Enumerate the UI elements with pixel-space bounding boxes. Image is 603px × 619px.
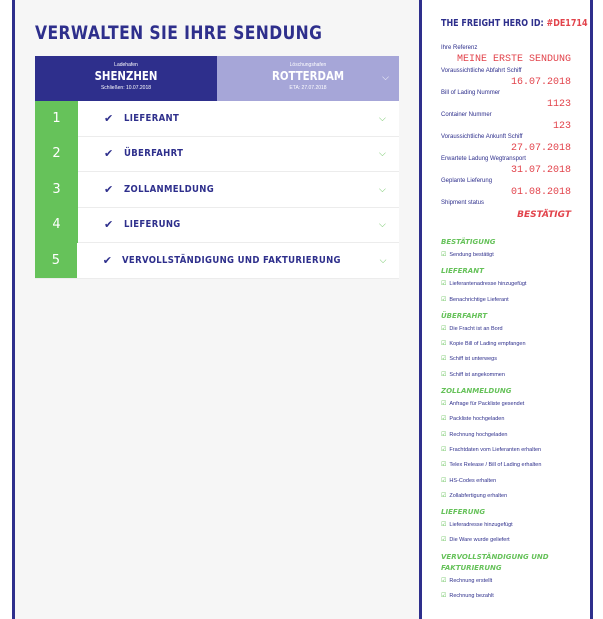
checkbox-icon: ☑ [441,416,447,423]
checklist-item-label: Rechnung erstellt [449,577,493,584]
shipment-status-value: BESTÄTIGT [517,210,571,220]
destination-port[interactable] [217,56,399,101]
info-label: Geplante Lieferung [441,178,493,184]
checkbox-icon: ☑ [441,296,447,303]
checklist-item-label: Benachrichtige Lieferant [449,296,509,303]
destination-port-date: ETA: 27.07.2018 [289,85,327,91]
step-number: 2 [35,136,78,172]
info-label: Ihre Referenz [441,45,478,51]
origin-port-date: Schließen: 10.07.2018 [100,85,152,91]
step-row[interactable] [35,101,399,137]
info-bill-of-lading [441,90,571,112]
info-value: MEINE ERSTE SENDUNG [456,54,571,65]
info-shipment-status [441,200,571,224]
shipment-sidebar [422,0,590,619]
origin-port-name: SHENZHEN [94,69,158,83]
info-label: Voraussichtliche Abfahrt Schiff [441,68,522,74]
chevron-down-icon[interactable]: ⌵ [379,148,386,159]
info-value: 31.07.2018 [510,165,571,176]
checklist-item [441,589,589,604]
checklist-item [441,518,589,533]
info-value: 123 [552,121,571,132]
checklist-item [441,458,589,473]
checkbox-icon: ☑ [441,462,447,469]
chevron-down-icon[interactable]: ⌵ [379,183,386,194]
info-expected-loading [441,156,571,178]
info-container [441,112,571,134]
checkbox-icon: ☑ [441,593,447,600]
route-header [35,56,399,101]
info-arrival [441,134,571,156]
destination-port-name: ROTTERDAM [271,69,345,83]
checklist-item-label: Kopie Bill of Lading empfangen [449,341,526,348]
checklist-item [441,428,589,443]
info-value: 1123 [546,99,571,110]
info-label: Erwartete Ladung Wegtransport [441,156,526,162]
checklist-section-title: ÜBERFAHRT [441,311,488,320]
checklist-item [441,412,589,427]
checkbox-icon: ☑ [441,401,447,408]
freight-hero-id [441,18,588,29]
checklist-section-title: ZOLLANMELDUNG [441,387,512,396]
chevron-down-icon[interactable]: ⌵ [382,72,389,82]
checklist-item-label: Lieferantenadresse hinzugefügt [449,281,527,288]
info-reference [441,45,571,67]
checklist-item-label: Rechnung bezahlt [449,593,494,600]
right-frame-border [590,0,593,619]
checkbox-icon: ☑ [441,325,447,332]
freight-hero-id-value: #DE1714 [546,18,588,29]
shipment-main-panel [15,0,419,619]
checklist-section-title: LIEFERANT [441,267,484,276]
checklist-item-label: Rechnung hochgeladen [449,431,508,438]
checklist-item-label: Sendung bestätigt [449,252,494,258]
checkbox-icon: ☑ [441,371,447,378]
checklist-item [441,368,589,383]
step-title: VERVOLLSTÄNDIGUNG UND FAKTURIERUNG [122,254,341,266]
checklist-item-label: Schiff ist unterwegs [449,356,497,363]
checklist-item-label: Zollabfertigung erhalten [449,492,508,499]
checklist-item-label: Frachtdaten vom Lieferanten erhalten [449,446,542,453]
checklist-item [441,443,589,458]
chevron-down-icon[interactable]: ⌵ [379,254,387,265]
step-row[interactable] [35,137,399,173]
checklist-item [441,322,589,337]
checklist-section-title: LIEFERUNG [441,508,486,517]
step-title: LIEFERANT [124,112,180,124]
step-title: ZOLLANMELDUNG [124,183,215,195]
checklist-item [441,277,589,292]
info-label: Bill of Lading Nummer [441,90,501,96]
checklist-item [441,352,589,367]
checklist-item [441,533,589,548]
step-row[interactable] [35,172,399,208]
page-title: VERWALTEN SIE IHRE SENDUNG [35,22,323,44]
checklist-item [441,337,589,352]
info-value: 27.07.2018 [510,143,571,154]
checklist-section-title: BESTÄTIGUNG [441,238,496,246]
checkbox-icon: ☑ [441,356,447,363]
checklist-item-label: Lieferadresse hinzugefügt [449,522,513,529]
check-icon: ✔ [102,254,112,267]
milestone-checklist [441,234,589,604]
step-title: LIEFERUNG [124,219,181,231]
info-value: 01.08.2018 [510,187,571,198]
checkbox-icon: ☑ [441,252,447,258]
step-number: 4 [35,207,78,243]
origin-port-label: Ladehafen [114,62,138,68]
chevron-down-icon[interactable]: ⌵ [379,219,386,230]
step-row[interactable] [35,243,399,279]
info-label: Container Nummer [441,112,492,118]
check-icon: ✔ [104,148,114,161]
checkbox-icon: ☑ [441,431,447,438]
info-value: 16.07.2018 [510,77,571,88]
checkbox-icon: ☑ [441,577,447,584]
checklist-item-label: Die Ware wurde geliefert [449,537,510,544]
checklist-item [441,489,589,504]
checklist-item-label: Anfrage für Packliste gesendet [449,401,525,408]
checklist-item [441,397,589,412]
checklist-item-label: Schiff ist angekommen [449,371,505,378]
checklist-section-title: VERVOLLSTÄNDIGUNG UND FAKTURIERUNG [441,552,549,572]
info-departure [441,68,571,90]
checkbox-icon: ☑ [441,281,447,288]
step-row[interactable] [35,208,399,244]
info-label: Shipment status [441,200,485,206]
checklist-item-label: Telex Release / Bill of Lading erhalten [449,462,542,469]
check-icon: ✔ [104,112,114,125]
step-title: ÜBERFAHRT [124,148,184,160]
checklist-item [441,474,589,489]
checkbox-icon: ☑ [441,522,447,529]
checklist-item [441,293,589,308]
checklist-item [441,248,589,263]
checklist-item-label: HS-Codes erhalten [449,477,497,484]
step-number: 5 [35,243,77,279]
check-icon: ✔ [104,183,114,196]
checkbox-icon: ☑ [441,477,447,484]
step-number: 3 [35,172,78,208]
checklist-item [441,574,589,589]
freight-hero-id-label: THE FREIGHT HERO ID: [441,18,547,29]
info-label: Voraussichtliche Ankunft Schiff [441,134,523,140]
checkbox-icon: ☑ [441,446,447,453]
step-list [35,101,399,279]
destination-port-label: Löschungshafen [289,62,327,68]
checklist-item-label: Packliste hochgeladen [449,416,505,423]
chevron-down-icon[interactable]: ⌵ [379,112,386,123]
checkbox-icon: ☑ [441,537,447,544]
checkbox-icon: ☑ [441,341,447,348]
checklist-item-label: Die Fracht ist an Bord [449,325,503,332]
origin-port [35,56,217,101]
step-number: 1 [35,101,78,137]
check-icon: ✔ [104,219,114,232]
info-planned-delivery [441,178,571,200]
checkbox-icon: ☑ [441,492,447,499]
